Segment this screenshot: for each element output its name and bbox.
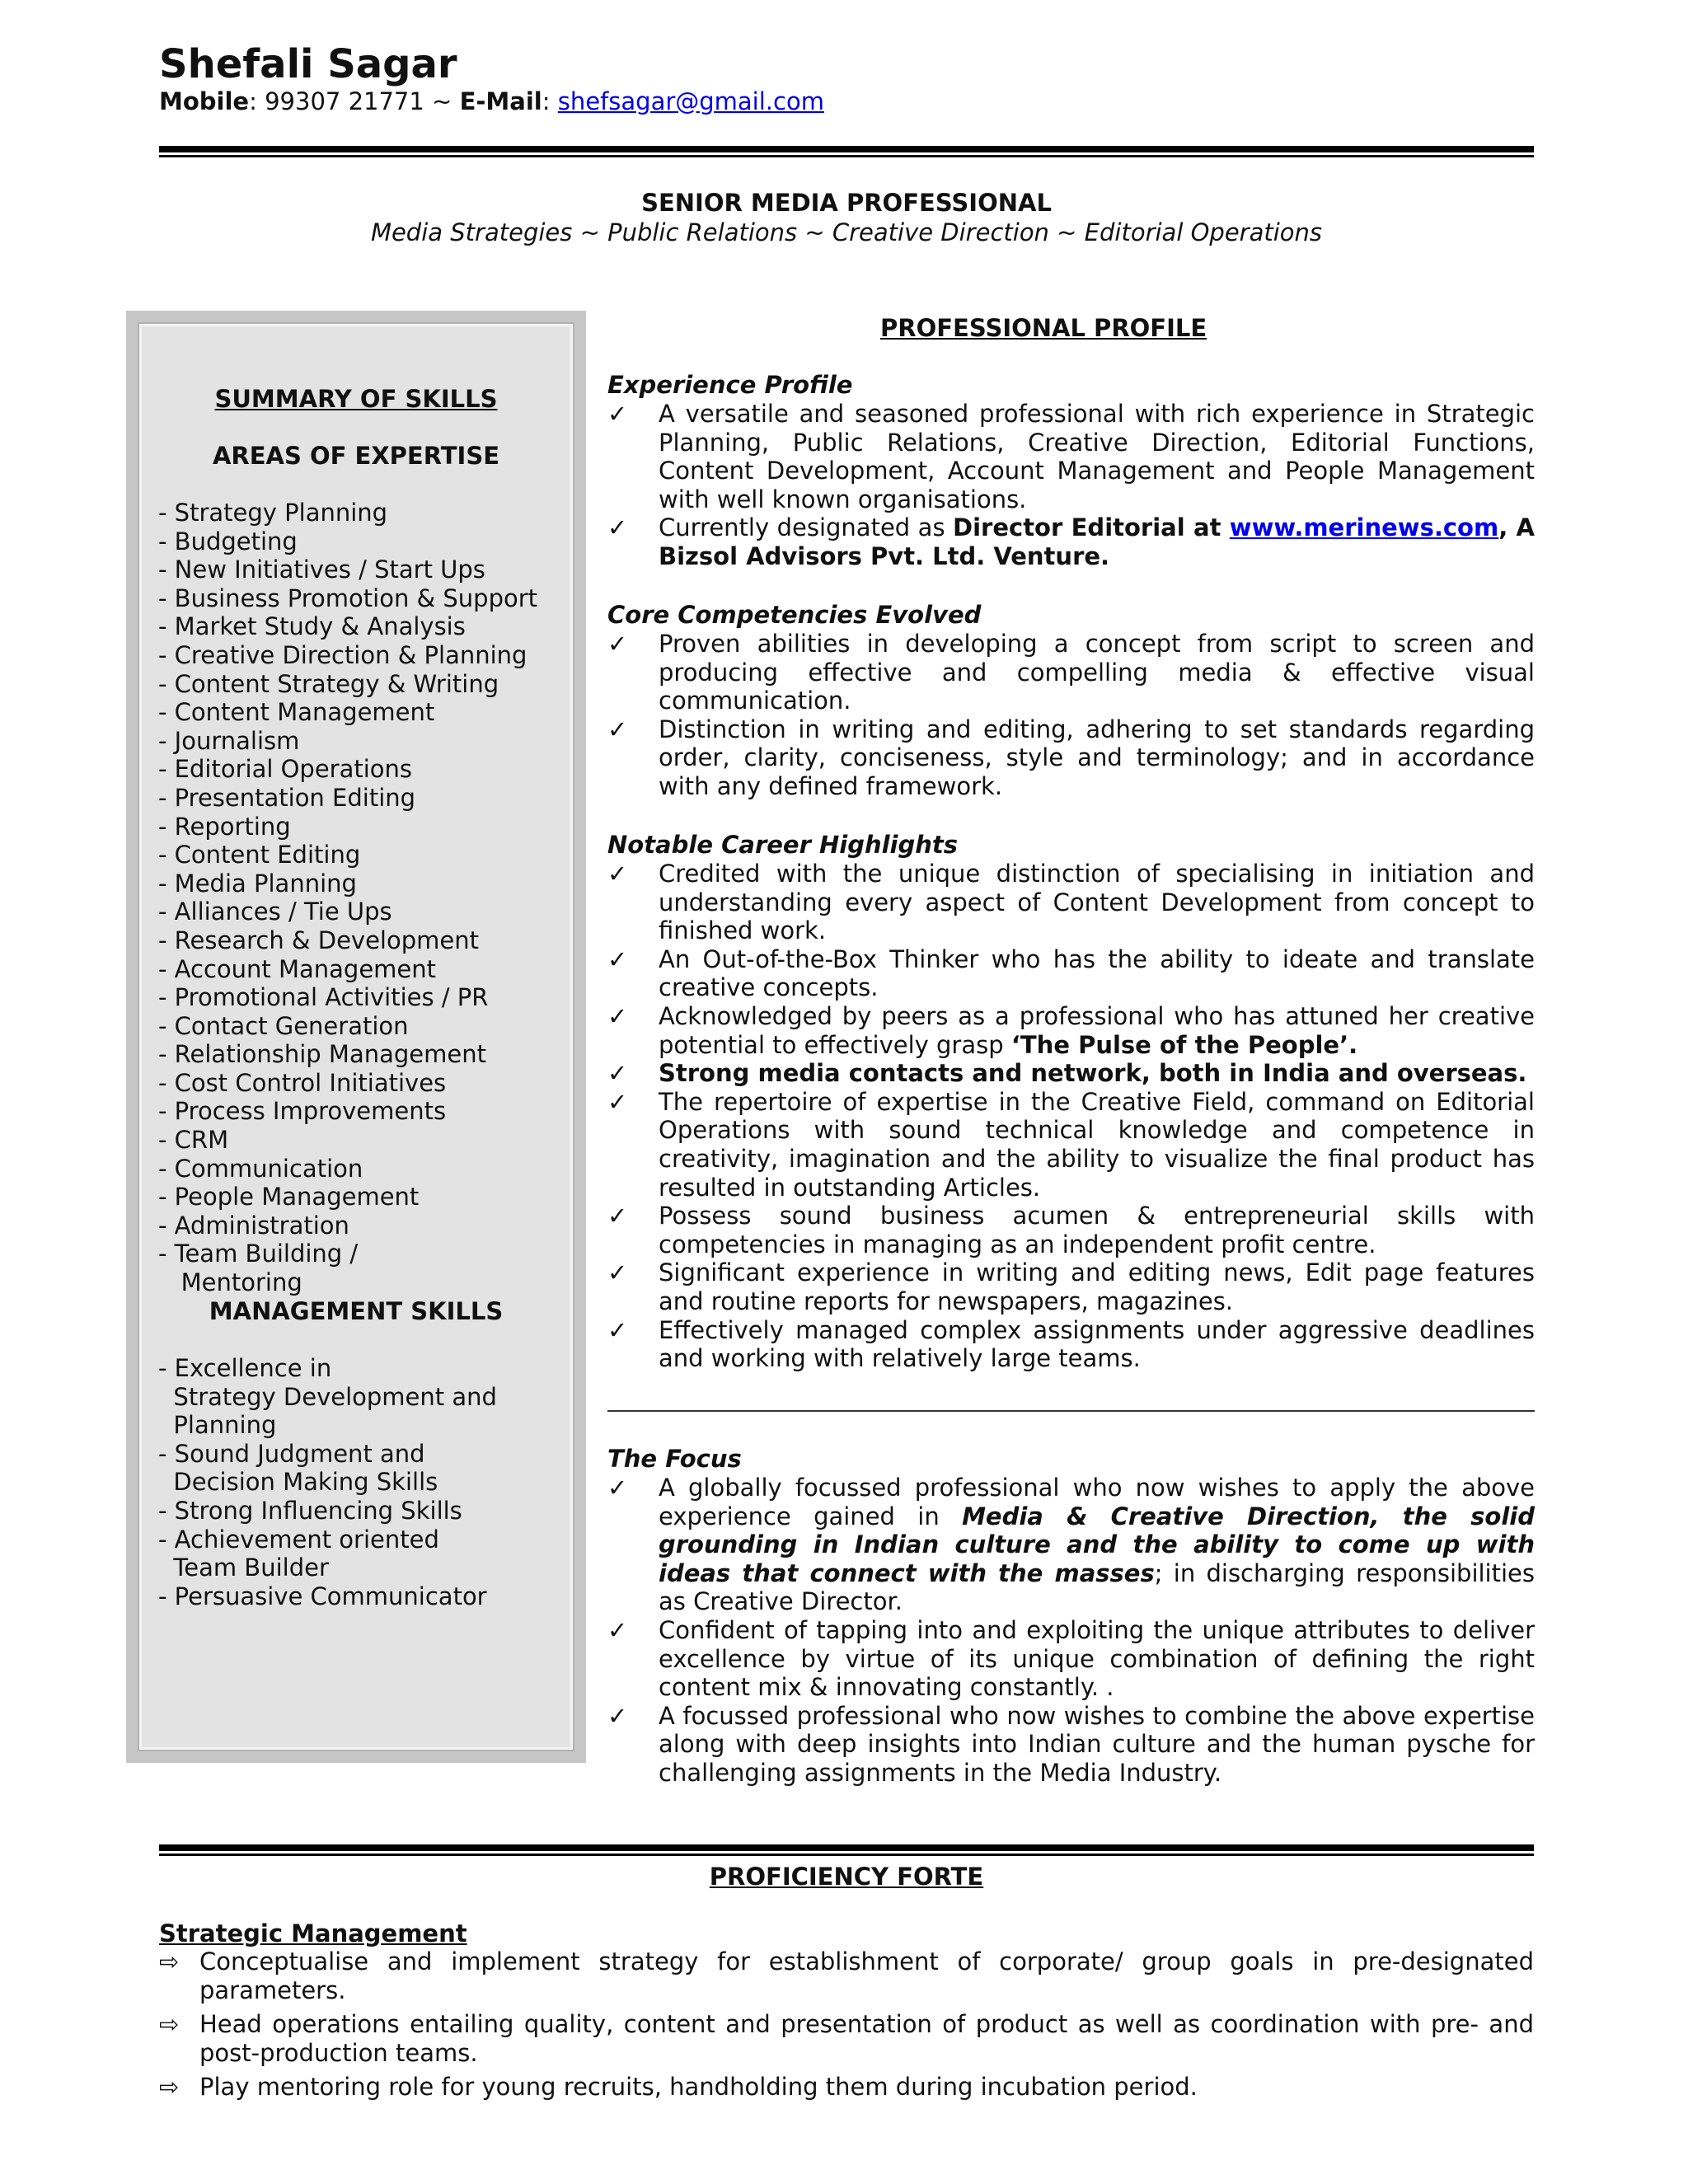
- list-item: ✓ Strong media contacts and network, both in India and overseas.: [607, 1059, 1527, 1088]
- core-competencies-heading: Core Competencies Evolved: [607, 601, 982, 629]
- check-icon: ✓: [607, 630, 628, 658]
- expertise-item: - Account Management: [158, 954, 437, 983]
- strategic-management-list: [159, 1947, 1534, 2107]
- strategic-management-heading: Strategic Management: [159, 1919, 467, 1947]
- expertise-item: - Creative Direction & Planning: [158, 640, 528, 669]
- list-item: ✓ Currently designated as Director Editorial at www.merinews.com, A Bizsol Advisors Pvt. Ltd. Venture.: [607, 513, 1535, 570]
- expertise-item: - Alliances / Tie Ups: [158, 898, 392, 926]
- list-item: ⇨ Head operations entailing quality, content and presentation of product as well as coordination with pre- and post-production teams.: [159, 2010, 1534, 2067]
- expertise-item: - Market Study & Analysis: [158, 612, 466, 641]
- core-competencies-list: [607, 630, 1535, 801]
- list-item: ✓ The repertoire of expertise in the Creative Field, command on Editorial Operations with sound technical knowledge and competence in creativity, imagination and the ability to visualize the final product has resulted in outstanding Articles.: [607, 1087, 1535, 1202]
- management-skill-item: Planning: [158, 1411, 277, 1440]
- headline: [159, 188, 1534, 247]
- list-item: ✓ Possess sound business acumen & entrepreneurial skills with competencies in managing as an independent profit centre.: [607, 1202, 1535, 1258]
- mobile-number: 99307 21771: [265, 87, 424, 115]
- arrow-icon: ⇨: [159, 1947, 180, 1975]
- list-item: ✓ A focussed professional who now wishes to combine the above expertise along with deep insights into Indian culture and the human pysche for challenging assignments in the Media Industry.: [607, 1701, 1535, 1787]
- email-link[interactable]: shefsagar@gmail.com: [557, 87, 824, 115]
- check-icon: ✓: [607, 860, 628, 888]
- skills-sidebar: [126, 311, 586, 1763]
- experience-profile-heading: Experience Profile: [607, 371, 853, 399]
- check-icon: ✓: [607, 944, 628, 973]
- management-skills-heading: MANAGEMENT SKILLS: [209, 1297, 504, 1325]
- check-icon: ✓: [607, 1615, 628, 1644]
- focus-heading: The Focus: [607, 1445, 742, 1473]
- expertise-item: - CRM: [158, 1126, 229, 1155]
- career-highlights-list: [607, 860, 1535, 1373]
- section-divider: [607, 1410, 1535, 1412]
- expertise-item: - Administration: [158, 1211, 349, 1240]
- mobile-label: Mobile: [159, 87, 250, 115]
- areas-of-expertise-list: [158, 499, 537, 1297]
- management-skill-item: - Persuasive Communicator: [158, 1582, 487, 1610]
- list-item: ✓ Acknowledged by peers as a professional who has attuned her creative potential to effectively grasp ‘The Pulse of the People’.: [607, 1001, 1535, 1059]
- merinews-link[interactable]: www.merinews.com: [1229, 513, 1499, 542]
- management-skill-item: - Achievement oriented: [158, 1525, 439, 1554]
- arrow-icon: ⇨: [159, 2010, 180, 2039]
- list-item: ✓ Confident of tapping into and exploiting the unique attributes to deliver excellence by virtue of its unique combination of defining the right content mix & innovating constantly. .: [607, 1615, 1535, 1702]
- expertise-item: - Team Building /: [158, 1240, 359, 1268]
- experience-profile-list: [607, 400, 1535, 571]
- list-item: ✓ Proven abilities in developing a concept from script to screen and producing effective and compelling media & effective visual communication.: [607, 630, 1535, 715]
- arrow-icon: ⇨: [159, 2073, 180, 2102]
- areas-of-expertise-heading: AREAS OF EXPERTISE: [212, 442, 500, 470]
- list-item: ⇨ Play mentoring role for young recruits, handholding them during incubation period.: [159, 2073, 1198, 2102]
- contact-line: Mobile: 99307 21771 ~ E-Mail: shefsagar@gmail.com: [159, 87, 824, 115]
- list-item: ✓ An Out-of-the-Box Thinker who has the ability to ideate and translate creative concepts.: [607, 944, 1535, 1002]
- expertise-item: - New Initiatives / Start Ups: [158, 555, 485, 584]
- list-item: ✓ Credited with the unique distinction of specialising in initiation and understanding every aspect of Content Development from concept to finished work.: [607, 860, 1535, 945]
- check-icon: ✓: [607, 1258, 628, 1287]
- check-icon: ✓: [607, 1202, 628, 1230]
- expertise-item: Mentoring: [158, 1268, 302, 1297]
- headline-title: SENIOR MEDIA PROFESSIONAL: [641, 189, 1052, 217]
- expertise-item: - Journalism: [158, 726, 300, 755]
- expertise-item: - Editorial Operations: [158, 755, 413, 784]
- check-icon: ✓: [607, 1701, 628, 1730]
- management-skill-item: - Excellence in: [158, 1354, 332, 1382]
- expertise-item: - People Management: [158, 1183, 420, 1212]
- expertise-item: - Presentation Editing: [158, 783, 416, 812]
- expertise-item: - Cost Control Initiatives: [158, 1068, 447, 1097]
- management-skill-item: Team Builder: [158, 1554, 329, 1582]
- expertise-item: - Reporting: [158, 812, 291, 841]
- list-item: ✓ Effectively managed complex assignments under aggressive deadlines and working with relatively large teams.: [607, 1315, 1535, 1373]
- expertise-item: - Process Improvements: [158, 1097, 447, 1126]
- management-skill-item: - Strong Influencing Skills: [158, 1496, 462, 1525]
- contact-separator: ~: [432, 87, 452, 115]
- email-label: E-Mail: [459, 87, 542, 115]
- expertise-item: - Relationship Management: [158, 1040, 486, 1069]
- header-divider: [159, 146, 1534, 157]
- expertise-item: - Content Strategy & Writing: [158, 669, 499, 698]
- career-highlights-heading: Notable Career Highlights: [607, 831, 959, 859]
- expertise-item: - Promotional Activities / PR: [158, 983, 489, 1012]
- check-icon: ✓: [607, 715, 628, 743]
- expertise-item: - Research & Development: [158, 926, 479, 954]
- expertise-item: - Business Promotion & Support: [158, 583, 538, 612]
- list-item: ✓ Distinction in writing and editing, adhering to set standards regarding order, clarity, conciseness, style and terminology; and in accordance with any defined framework.: [607, 715, 1535, 800]
- expertise-item: - Content Management: [158, 698, 435, 727]
- expertise-item: - Media Planning: [158, 869, 357, 898]
- list-item: ✓ A versatile and seasoned professional with rich experience in Strategic Planning, Public Relations, Creative Direction, Editorial Functions, Content Development, Account Management and People Management with well known organisations.: [607, 400, 1535, 513]
- list-item: ✓ Significant experience in writing and editing news, Edit page features and routine reports for newspapers, magazines.: [607, 1258, 1535, 1315]
- expertise-item: - Budgeting: [158, 527, 298, 555]
- list-item: ⇨ Conceptualise and implement strategy for establishment of corporate/ group goals in pre-designated parameters.: [159, 1947, 1534, 2004]
- management-skill-item: Strategy Development and: [158, 1382, 497, 1411]
- expertise-item: - Communication: [158, 1154, 363, 1183]
- check-icon: ✓: [607, 1087, 628, 1116]
- proficiency-divider: [159, 1844, 1534, 1856]
- management-skills-list: [158, 1354, 497, 1610]
- check-icon: ✓: [607, 1474, 628, 1502]
- check-icon: ✓: [607, 1315, 628, 1344]
- management-skill-item: - Sound Judgment and: [158, 1439, 425, 1468]
- management-skill-item: Decision Making Skills: [158, 1468, 438, 1497]
- list-item: ✓ A globally focussed professional who now wishes to apply the above experience gained in Media & Creative Direction, the solid grounding in Indian culture and the ability to come up with ideas that connect with the masses; in discharging responsibilities as Creative Director.: [607, 1474, 1535, 1616]
- check-icon: ✓: [607, 513, 628, 542]
- check-icon: ✓: [607, 1001, 628, 1030]
- expertise-item: - Content Editing: [158, 841, 361, 869]
- expertise-item: - Contact Generation: [158, 1011, 409, 1040]
- candidate-name: Shefali Sagar: [159, 41, 457, 87]
- check-icon: ✓: [607, 1059, 628, 1088]
- check-icon: ✓: [607, 400, 628, 428]
- expertise-item: - Strategy Planning: [158, 499, 388, 527]
- focus-list: [607, 1474, 1535, 1788]
- professional-profile-heading: PROFESSIONAL PROFILE: [880, 314, 1207, 342]
- proficiency-forte-heading: PROFICIENCY FORTE: [709, 1863, 984, 1891]
- headline-subtitle: Media Strategies ~ Public Relations ~ Creative Direction ~ Editorial Operations: [370, 218, 1323, 246]
- summary-of-skills-heading: SUMMARY OF SKILLS: [214, 385, 498, 413]
